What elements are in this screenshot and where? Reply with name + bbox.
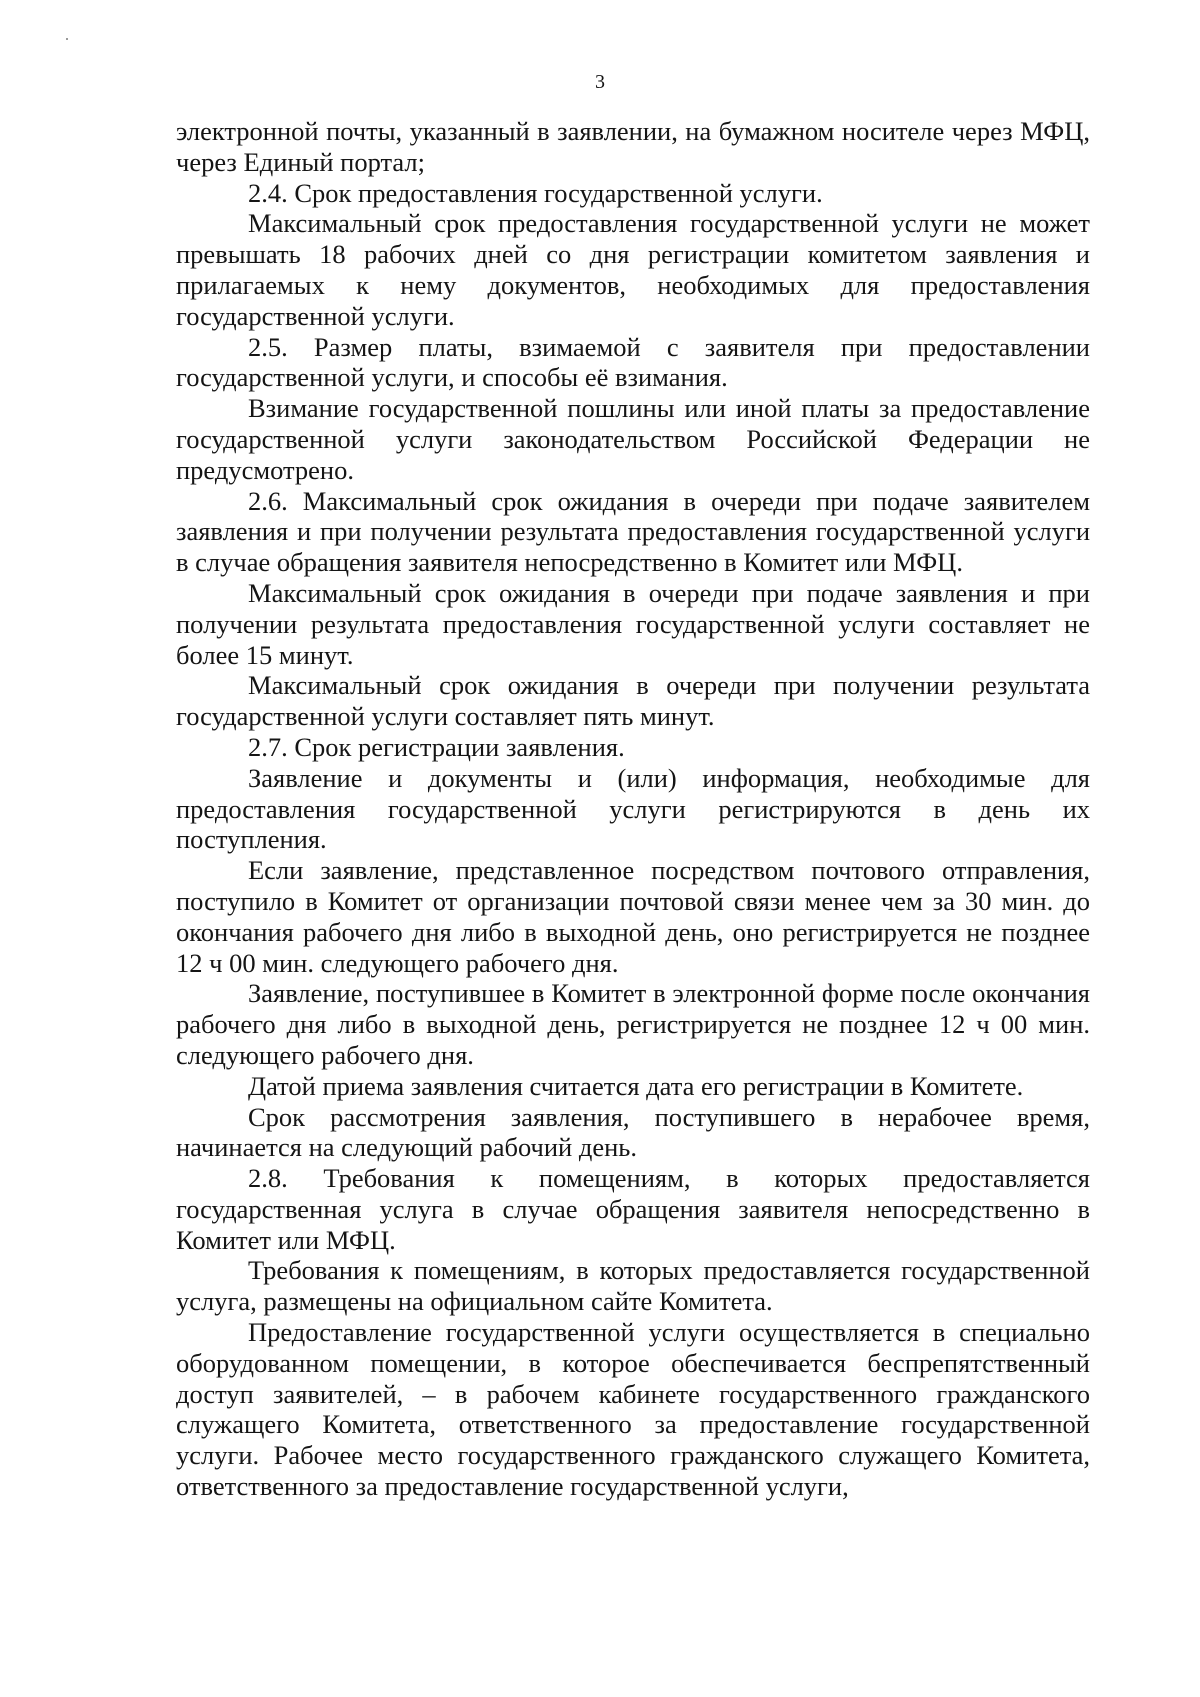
- paragraph: Заявление и документы и (или) информация, необходимые для предоставления государственной услуги регистрируются в день их поступления.: [176, 762, 1090, 855]
- section-heading-2-4: 2.4. Срок предоставления государственной услуги.: [248, 177, 823, 208]
- paragraph: Максимальный срок ожидания в очереди при получении результата государственной услуги составляет пять минут.: [176, 670, 1090, 732]
- section-heading-2-6: 2.6. Максимальный срок ожидания в очереди при подаче заявителем заявления и при получении результата предоставления государственной услуги в случае обращения заявителя непосредственно в Комитет или МФЦ.: [176, 485, 1090, 578]
- paragraph: Заявление, поступившее в Комитет в электронной форме после окончания рабочего дня либо в выходной день, регистрируется не позднее 12 ч 00 мин. следующего рабочего дня.: [176, 978, 1090, 1070]
- paragraph: Срок рассмотрения заявления, поступившего в нерабочее время, начинается на следующий рабочий день.: [176, 1101, 1090, 1163]
- section-heading-2-8: 2.8. Требования к помещениям, в которых предоставляется государственная услуга в случае обращения заявителя непосредственно в Комитет или МФЦ.: [176, 1163, 1090, 1255]
- paragraph: Максимальный срок ожидания в очереди при подаче заявления и при получении результата предоставления государственной услуги составляет не более 15 минут.: [176, 577, 1090, 670]
- paragraph: Предоставление государственной услуги осуществляется в специально оборудованном помещении, в которое обеспечивается беспрепятственный доступ заявителей, – в рабочем кабинете государственного гражданского служащего Комитета, ответственного за предоставление государственной услуги. Рабочее место государственного гражданского служащего Комитета, ответственного за предоставление государственной услуги,: [176, 1317, 1090, 1502]
- section-heading-2-7: 2.7. Срок регистрации заявления.: [248, 731, 625, 762]
- paragraph: Взимание государственной пошлины или иной платы за предоставление государственной услуги законодательством Российской Федерации не предусмотрено.: [176, 393, 1090, 485]
- paragraph: электронной почты, указанный в заявлении, на бумажном носителе через МФЦ, через Единый портал;: [176, 116, 1090, 177]
- page-number: 3: [595, 71, 605, 93]
- document-body: [176, 116, 1090, 1502]
- paragraph: Если заявление, представленное посредством почтового отправления, поступило в Комитет от организации почтовой связи менее чем за 30 мин. до окончания рабочего дня либо в выходной день, оно регистрируется не позднее 12 ч 00 мин. следующего рабочего дня.: [176, 855, 1090, 978]
- paragraph: Максимальный срок предоставления государственной услуги не может превышать 18 рабочих дней со дня регистрации комитетом заявления и прилагаемых к нему документов, необходимых для предоставления государственной услуги.: [176, 208, 1090, 331]
- paragraph: Требования к помещениям, в которых предоставляется государственной услуга, размещены на официальном сайте Комитета.: [176, 1255, 1090, 1317]
- section-heading-2-5: 2.5. Размер платы, взимаемой с заявителя при предоставлении государственной услуги, и способы её взимания.: [176, 331, 1090, 393]
- scan-artifact: [66, 38, 68, 40]
- paragraph: Датой приема заявления считается дата его регистрации в Комитете.: [248, 1070, 1024, 1101]
